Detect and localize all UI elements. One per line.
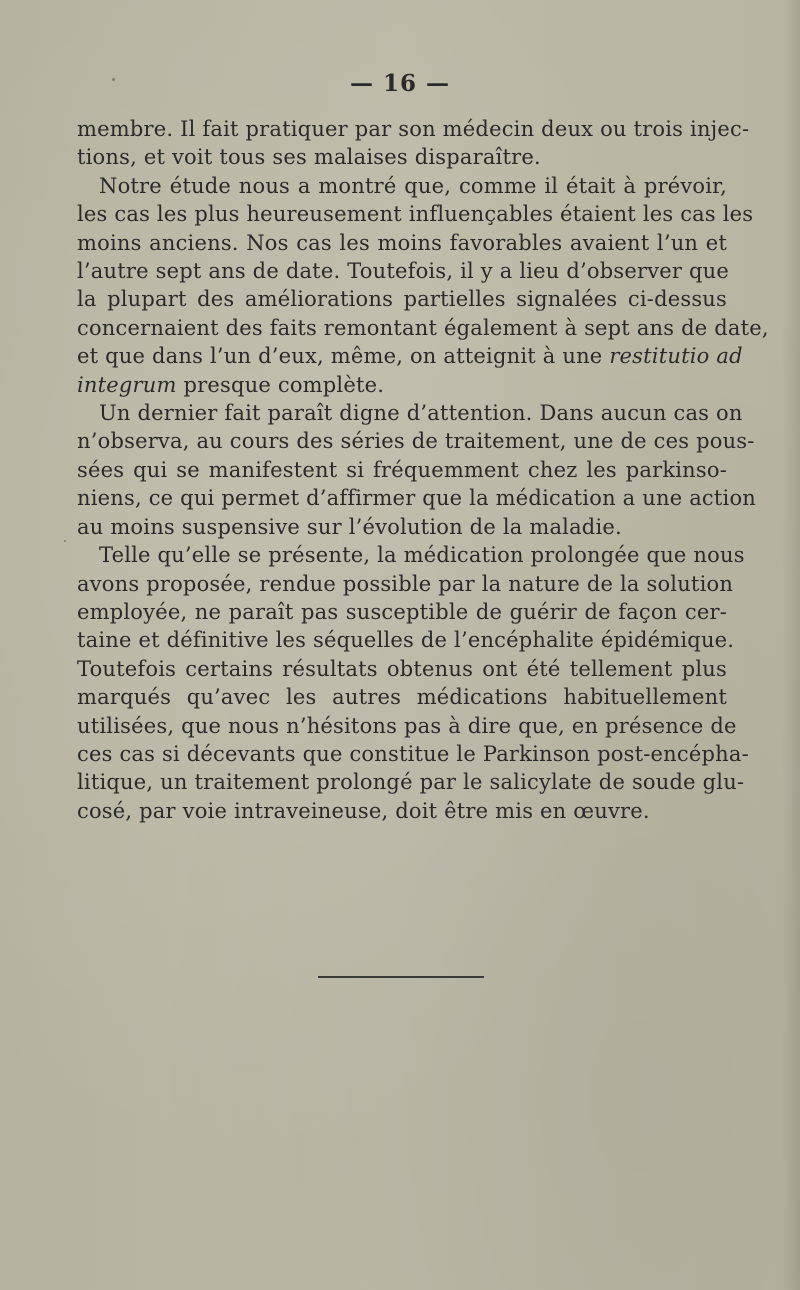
text-line [77, 314, 769, 342]
text-line [77, 257, 730, 285]
text-line [77, 172, 727, 200]
text-line-content: la plupart des améliorations partielles signalées ci-dessus [77, 287, 727, 312]
text-line [77, 427, 755, 455]
text-line-content: tions, et voit tous ses malaises disparaître. [77, 145, 541, 170]
italic-latin-phrase: integrum [77, 372, 177, 397]
text-line-content: l’autre sept ans de date. Toutefois, il y a lieu d’observer que [77, 259, 730, 284]
text-line-content: Notre étude nous a montré que, comme il était à prévoir, [99, 173, 727, 198]
text-line-content: litique, un traitement prolongé par le salicylate de soude glu- [77, 770, 745, 795]
text-line [77, 513, 727, 541]
text-line [77, 683, 727, 711]
text-line-content: utilisées, que nous n’hésitons pas à dire que, en présence de [77, 713, 737, 738]
text-line [77, 598, 727, 626]
text-line [77, 570, 734, 598]
text-line-content: concernaient des faits remontant également à sept ans de date, [77, 315, 769, 340]
text-line-content: les cas les plus heureusement influençables étaient les cas les [77, 202, 754, 227]
text-line-content: taine et définitive les séquelles de l’encéphalite épidémique. [77, 628, 735, 653]
text-line [77, 456, 727, 484]
text-line-content: niens, ce qui permet d’affirmer que la médication a une action [77, 486, 757, 511]
text-line [77, 200, 754, 228]
text-line-content: marqués qu’avec les autres médications habituellement [77, 685, 727, 710]
text-line [77, 712, 737, 740]
text-line [77, 797, 727, 825]
text-line-content: n’observa, au cours des séries de traitement, une de ces pous- [77, 429, 755, 454]
text-line-content: avons proposée, rendue possible par la nature de la solution [77, 571, 734, 596]
text-line-content: membre. Il fait pratiquer par son médecin deux ou trois injec- [77, 117, 750, 141]
text-line [77, 740, 749, 768]
text-line [77, 768, 745, 796]
text-line [77, 143, 727, 171]
paper-speck [112, 78, 115, 81]
text-line [77, 626, 735, 654]
text-line-content: Un dernier fait paraît digne d’attention. Dans aucun cas on [99, 401, 743, 426]
text-line [77, 285, 727, 313]
section-divider-rule [318, 976, 484, 978]
text-line [77, 229, 727, 257]
italic-latin-phrase: restitutio ad [609, 344, 743, 369]
text-line-content: au moins suspensive sur l’évolution de la maladie. [77, 514, 622, 539]
text-line [77, 115, 750, 143]
text-line-content: cosé, par voie intraveineuse, doit être mis en œuvre. [77, 798, 650, 823]
text-line [77, 484, 757, 512]
text-line [77, 342, 743, 370]
body-text [77, 115, 769, 825]
text-line [77, 541, 745, 569]
text-line-content: moins anciens. Nos cas les moins favorables avaient l’un et [77, 230, 727, 255]
text-line-content: ces cas si décevants que constitue le Parkinson post-encépha- [77, 741, 749, 766]
text-line [77, 655, 727, 683]
text-line [77, 399, 743, 427]
text-line-content: sées qui se manifestent si fréquemment chez les parkinso- [77, 457, 727, 482]
text-line-content: Telle qu’elle se présente, la médication prolongée que nous [99, 543, 745, 568]
text-line-content: employée, ne paraît pas susceptible de guérir de façon cer- [77, 599, 727, 624]
text-line-content: Toutefois certains résultats obtenus ont été tellement plus [77, 656, 727, 681]
page-edge-shadow [782, 0, 800, 1290]
page-number: — 16 — [349, 70, 451, 97]
paper-speck [64, 540, 66, 542]
text-line [77, 371, 727, 399]
text-line-content: presque complète. [176, 372, 385, 397]
text-line-content: et que dans l’un d’eux, même, on atteignit à une [77, 344, 610, 369]
